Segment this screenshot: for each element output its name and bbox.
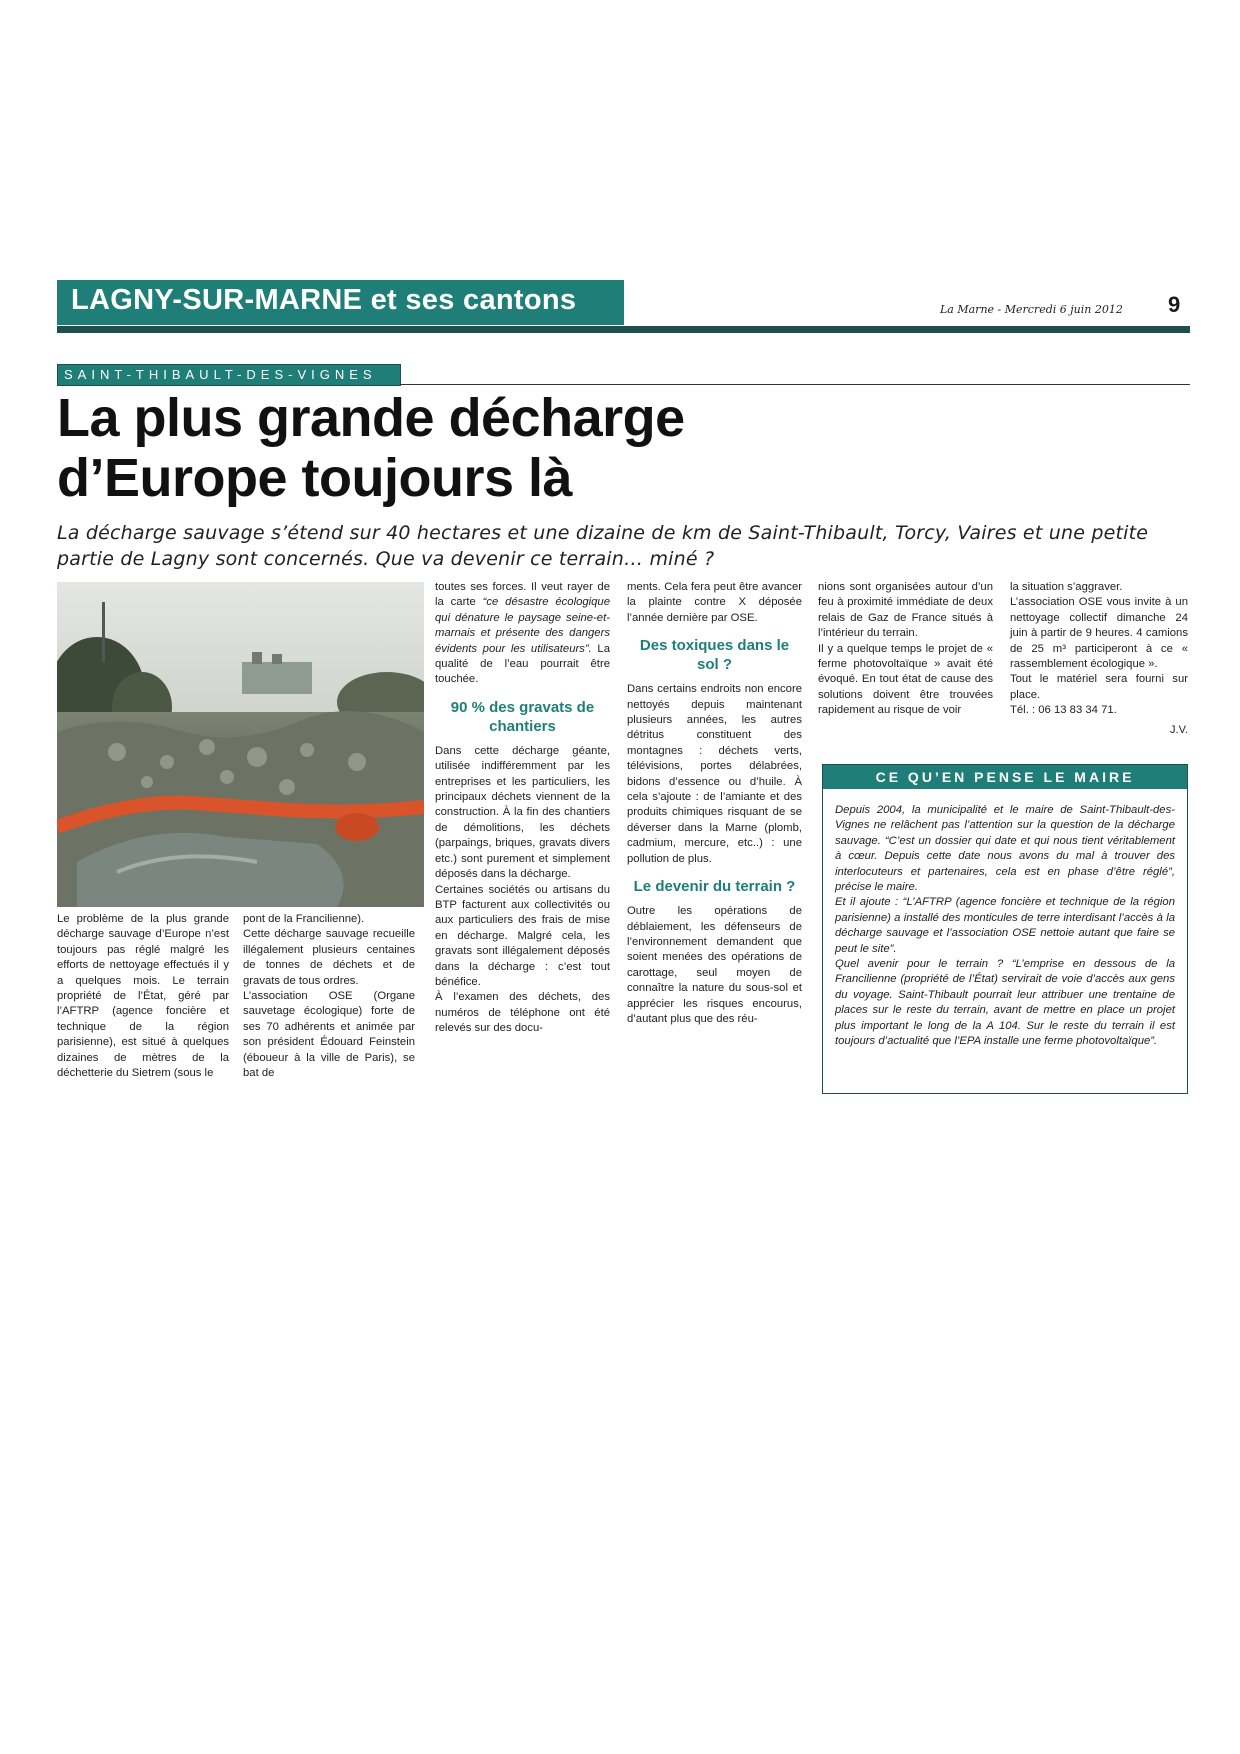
column-4: [627, 580, 802, 1027]
paragraph: Cette décharge sauvage recueille illégalement plusieurs centaines de tonnes de déchets et de gravats de tous ordres.: [243, 928, 415, 987]
text-run: La qualité de l’eau pourrait être touchée.: [435, 642, 610, 686]
section-banner: [57, 280, 624, 325]
dump-site-illustration: [57, 582, 424, 907]
paragraph: Tout le matériel sera fourni sur place.: [1010, 673, 1188, 701]
subheading: Le devenir du terrain ?: [633, 878, 796, 896]
paper-info: La Marne - Mercredi 6 juin 2012: [940, 303, 1123, 316]
quote-run: “ce désastre écologique qui dénature le paysage seine-et-marnais et présente des dangers évidents pour les utilisateurs”.: [435, 596, 611, 655]
kicker-text: SAINT-THIBAULT-DES-VIGNES: [64, 367, 377, 382]
subheading: Des toxiques dans le sol ?: [639, 637, 790, 674]
paragraph: Tél. : 06 13 83 34 71.: [1010, 704, 1117, 717]
mayor-box: [822, 764, 1188, 1094]
paragraph: Depuis 2004, la municipalité et le maire de Saint-Thibault-des-Vignes ne relâchent pas l’attention sur la question de la décharge sauvage. “C’est un dossier qui date et qui nous tient véritablement à cœur. Depuis cette date nous avons du mal à trouver des interlocuteurs et partenaires, cela est en phase d’être réglé”, précise le maire.: [835, 804, 1175, 894]
column-1: [57, 912, 229, 1081]
paragraph: Le problème de la plus grande décharge sauvage d’Europe n’est toujours pas réglé malgré les efforts de nettoyage effectués il y a quelques mois. Le terrain propriété de l’État, géré par l’AFTRP (agence foncière et technique de la région parisienne), est situé à quelques dizaines de mètres de la déchetterie du Sietrem (sous le: [57, 913, 229, 1080]
column-6: [1010, 580, 1188, 738]
subheading: 90 % des gravats de chantiers: [450, 698, 595, 735]
paragraph: Et il ajoute : “L’AFTRP (agence foncière et technique de la région parisienne) a installé des monticules de terre interdisant l’accès à la décharge sauvage et l’association OSE nettoie autant que faire se peut le site”.: [835, 896, 1175, 955]
paragraph: Il y a quelque temps le projet de « ferme photovoltaïque » avait été évoqué. En tout état de cause des solutions doivent être trouvées rapidement au risque de voir: [818, 642, 993, 717]
paragraph: ments. Cela fera peut être avancer la plainte contre X déposée l’année dernière par OSE.: [627, 581, 802, 624]
paragraph: nions sont organisées autour d’un feu à proximité immédiate de deux relais de Gaz de France situés à l’intérieur du terrain.: [818, 581, 993, 640]
mayor-box-text: [835, 803, 1175, 1050]
headline-line-2: d’Europe toujours là: [57, 448, 573, 508]
kicker-rule: [400, 384, 1190, 385]
text-run: toutes ses forces. Il veut rayer de la carte: [435, 581, 610, 609]
column-2: [243, 912, 415, 1081]
paragraph: la situation s’aggraver.: [1010, 581, 1123, 593]
paragraph: [435, 580, 610, 688]
kicker: [57, 364, 401, 386]
column-5: [818, 580, 993, 719]
paragraph: Dans cette décharge géante, utilisée indifféremment par les entreprises et les particuliers, les principaux déchets viennent de la construction. À la fin des chantiers de démolitions, les déchets (parpaings, briques, gravats divers etc.) sont purement et simplement déposés dans la décharge.: [435, 744, 610, 881]
paragraph: Outre les opérations de déblaiement, les défenseurs de l’environnement demandent que soient menées des opérations de carottage, seul moyen de connaître la nature du sous-sol et apprécier les risques encourus, d’autant plus que des réu-: [627, 905, 802, 1025]
headline-line-1: La plus grande décharge: [57, 388, 685, 448]
paragraph: L’association OSE vous invite à un nettoyage collectif dimanche 24 juin à partir de 9 heures. 4 camions de 25 m³ participeront à ce « rassemblement écologique ».: [1010, 596, 1188, 671]
signature: J.V.: [1170, 723, 1188, 736]
paragraph: Quel avenir pour le terrain ? “L’emprise en dessous de la Francilienne (propriété de l’État) servirait de voie d’accès aux gens du voyage. Saint-Thibault pourrait leur attribuer une trentaine de places sur le reste du terrain, avant de mettre en place un projet plus important le long de la A 104. Sur le reste du terrain il est toujours d’actualité que l’EPA installe une ferme photovoltaïque”.: [835, 958, 1175, 1048]
paragraph: L’association OSE (Organe sauvetage écologique) forte de ses 70 adhérents et animée par son président Édouard Feinstein (éboueur à la ville de Paris), se bat de: [243, 990, 415, 1080]
page-number: 9: [1168, 292, 1181, 317]
mayor-box-title: CE QU’EN PENSE LE MAIRE: [823, 765, 1187, 789]
standfirst: La décharge sauvage s’étend sur 40 hectares et une dizaine de km de Saint-Thibault, Torcy, Vaires et une petite partie de Lagny sont concernés. Que va devenir ce terrain… miné ?: [57, 522, 1149, 570]
column-3: [435, 580, 610, 1037]
article-photo: [57, 582, 424, 907]
paragraph: À l’examen des déchets, des numéros de téléphone ont été relevés sur des docu-: [435, 991, 610, 1035]
paragraph: pont de la Francilienne).: [243, 913, 365, 925]
headline: [57, 388, 817, 508]
header-rule: [57, 326, 1190, 333]
paragraph: Dans certains endroits non encore nettoyés depuis maintenant plusieurs années, les autres détritus constituent des montagnes : déchets verts, télévisions, portes délabrées, bidons d’essence ou d’huile. À cela s’ajoute : de l’amiante et des produits chimiques risquant de se déverser dans la Marne (plomb, cadmium, mercure, etc..) : une pollution de plus.: [627, 683, 802, 865]
section-title: LAGNY-SUR-MARNE et ses cantons: [71, 284, 577, 316]
paragraph: Certaines sociétés ou artisans du BTP facturent aux collectivités ou aux particuliers des frais de mise en décharge. Malgré cela, les gravats sont illégalement déposés dans la décharge : c’est tout bénéfice.: [435, 883, 610, 988]
